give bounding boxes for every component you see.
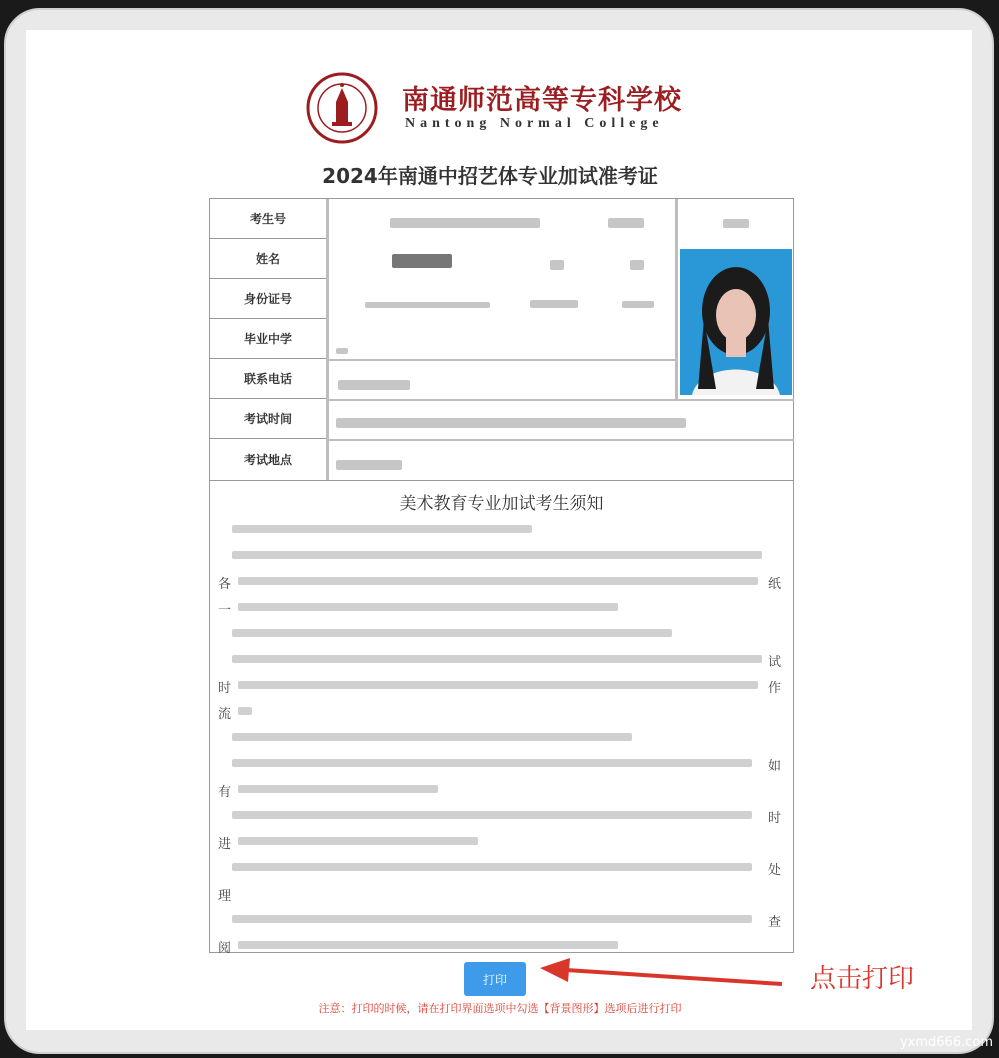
label-name: 姓名 <box>210 239 326 279</box>
click-print-callout: 点击打印 <box>810 964 915 994</box>
notice-line <box>218 543 783 569</box>
value-exam-time <box>336 413 686 432</box>
notice-line: 一 <box>218 595 783 621</box>
label-exam-location: 考试地点 <box>243 452 292 467</box>
notice-line: 时 <box>218 803 783 829</box>
label-id-number: 身份证号 <box>210 279 326 319</box>
field-labels <box>210 199 326 481</box>
photo-header <box>678 199 794 247</box>
label-exam-time: 考试时间 <box>210 399 326 439</box>
notice-line: 流 <box>218 699 783 725</box>
value-graduation-school <box>336 339 348 358</box>
print-note: 注意：打印的时候，请在打印界面选项中勾选【背景图形】选项后进行打印 <box>318 1002 682 1015</box>
value-id-extra-2 <box>622 293 654 312</box>
row-divider <box>329 439 794 441</box>
notice-line: 查 <box>218 907 783 933</box>
notice-line: 各 纸 <box>218 577 782 592</box>
page-title: 2024年南通中招艺体专业加试准考证 <box>322 164 658 188</box>
notice-line: 时 作 <box>218 681 782 696</box>
value-id-number <box>365 293 490 312</box>
school-name-en: Nantong Normal College <box>405 116 664 131</box>
label-candidate-number: 考生号 <box>210 199 326 239</box>
notice-line: 有 <box>218 777 783 803</box>
row-divider <box>329 399 794 401</box>
notice-line: 试 <box>218 647 783 673</box>
notice-body <box>218 517 783 959</box>
school-seal-logo <box>306 72 378 144</box>
value-ethnicity <box>630 255 644 274</box>
value-phone <box>338 375 410 394</box>
notice-line: 理 <box>218 889 232 904</box>
school-name-cn: 南通师范高等专科学校 <box>402 85 682 116</box>
row-divider <box>329 359 675 361</box>
notice-line: 如 <box>218 751 783 777</box>
label-graduation-school: 毕业中学 <box>210 319 326 359</box>
site-watermark: yxmd666.com <box>899 1035 993 1050</box>
value-row-divider <box>210 480 793 481</box>
value-gender <box>550 255 564 274</box>
notice-title: 美术教育专业加试考生须知 <box>399 494 604 514</box>
value-id-extra <box>530 293 578 312</box>
notice-line: 处 <box>218 855 783 881</box>
value-exam-location <box>336 455 402 474</box>
notice-line <box>218 621 783 647</box>
admission-card <box>209 198 794 956</box>
value-candidate-number <box>390 213 540 232</box>
notice-line: 进 <box>218 829 783 855</box>
value-candidate-extra <box>608 213 644 232</box>
value-name <box>392 253 452 272</box>
candidate-photo <box>680 249 792 395</box>
label-phone: 联系电话 <box>210 359 326 399</box>
print-button[interactable]: 打印 <box>464 962 526 996</box>
notice-line: 阅 <box>218 933 783 959</box>
notice-line <box>218 517 783 543</box>
arrow-annotation <box>536 950 786 1000</box>
notice-line <box>218 725 783 751</box>
photo-label-blurred <box>723 219 749 228</box>
